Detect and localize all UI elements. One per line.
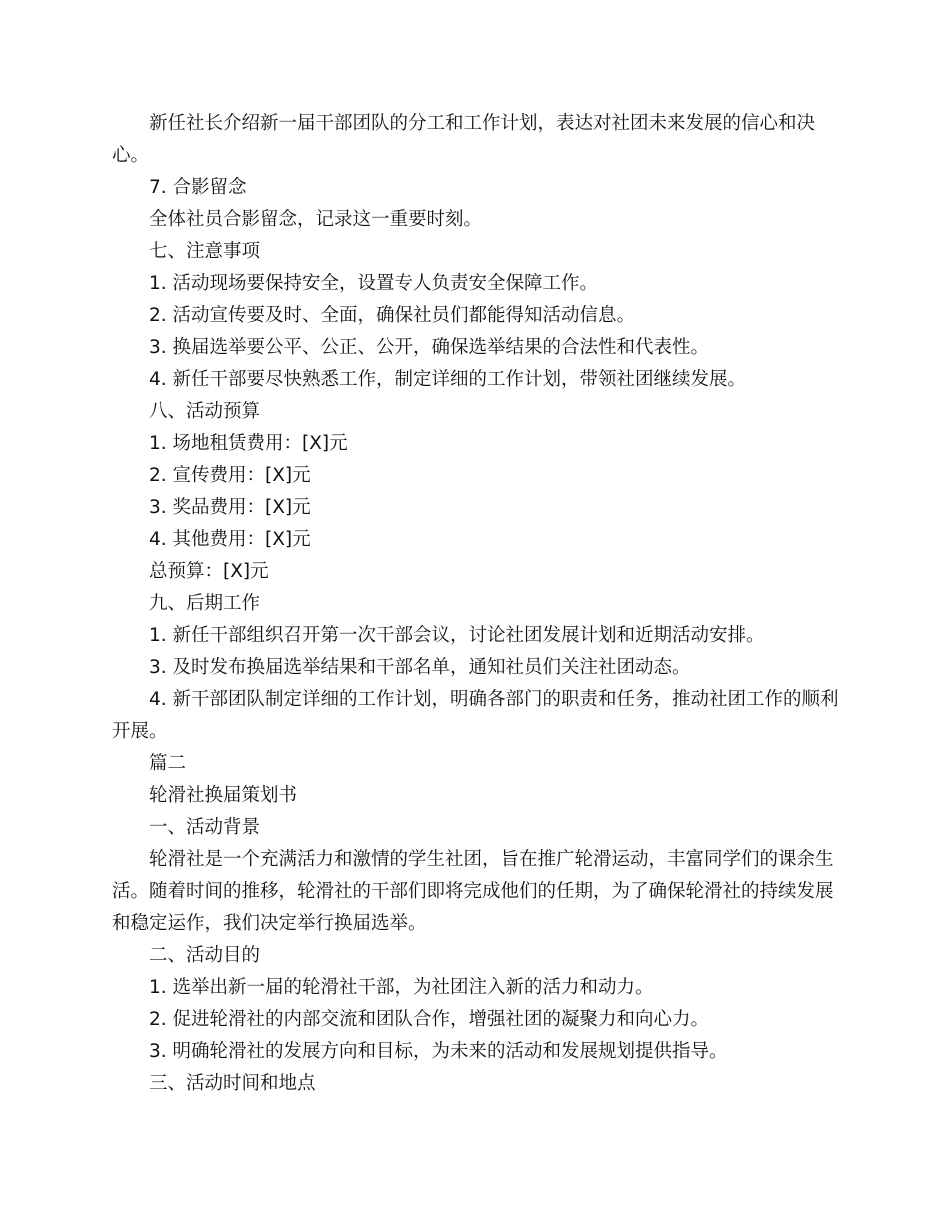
list-item: 1. 选举出新一届的轮滑社干部，为社团注入新的活力和动力。 — [149, 977, 654, 998]
list-item: 4. 新任干部要尽快熟悉工作，制定详细的工作计划，带领社团继续发展。 — [149, 369, 747, 390]
paragraph: 轮滑社是一个充满活力和激情的学生社团，旨在推广轮滑运动，丰富同学们的课余生活。随着时间的推移，轮滑社的干部们即将完成他们的任期，为了确保轮滑社的持续发展和稳定运作，我们决定举行换届选举。 — [112, 849, 834, 934]
list-item: 4. 新干部团队制定详细的工作计划，明确各部门的职责和任务，推动社团工作的顺利开展。 — [112, 689, 839, 742]
paragraph: 新任社长介绍新一届干部团队的分工和工作计划，表达对社团未来发展的信心和决心。 — [112, 113, 816, 166]
section-heading: 二、活动目的 — [149, 945, 261, 966]
section-heading: 八、活动预算 — [149, 401, 261, 422]
list-item: 3. 及时发布换届选举结果和干部名单，通知社员们关注社团动态。 — [149, 657, 691, 678]
section-heading: 七、注意事项 — [149, 241, 261, 262]
list-item: 4. 其他费用：[X]元 — [149, 529, 311, 550]
list-item: 3. 明确轮滑社的发展方向和目标，为未来的活动和发展规划提供指导。 — [149, 1041, 728, 1062]
list-item: 2. 促进轮滑社的内部交流和团队合作，增强社团的凝聚力和向心力。 — [149, 1009, 710, 1030]
section-heading: 九、后期工作 — [149, 593, 261, 614]
list-item: 1. 活动现场要保持安全，设置专人负责安全保障工作。 — [149, 273, 599, 294]
list-item: 1. 新任干部组织召开第一次干部会议，讨论社团发展计划和近期活动安排。 — [149, 625, 765, 646]
section-heading: 三、活动时间和地点 — [149, 1073, 316, 1094]
list-item: 3. 奖品费用：[X]元 — [149, 497, 311, 518]
part-heading: 篇二 — [149, 753, 187, 774]
document-title: 轮滑社换届策划书 — [149, 785, 298, 806]
document-body — [112, 108, 842, 1100]
list-item: 1. 场地租赁费用：[X]元 — [149, 433, 348, 454]
list-item: 3. 换届选举要公平、公正、公开，确保选举结果的合法性和代表性。 — [149, 337, 710, 358]
budget-total: 总预算：[X]元 — [149, 561, 269, 582]
list-item: 2. 宣传费用：[X]元 — [149, 465, 311, 486]
section-heading: 一、活动背景 — [149, 817, 261, 838]
paragraph: 全体社员合影留念，记录这一重要时刻。 — [149, 209, 483, 230]
list-item: 2. 活动宣传要及时、全面，确保社员们都能得知活动信息。 — [149, 305, 636, 326]
section-item: 7. 合影留念 — [149, 177, 247, 198]
